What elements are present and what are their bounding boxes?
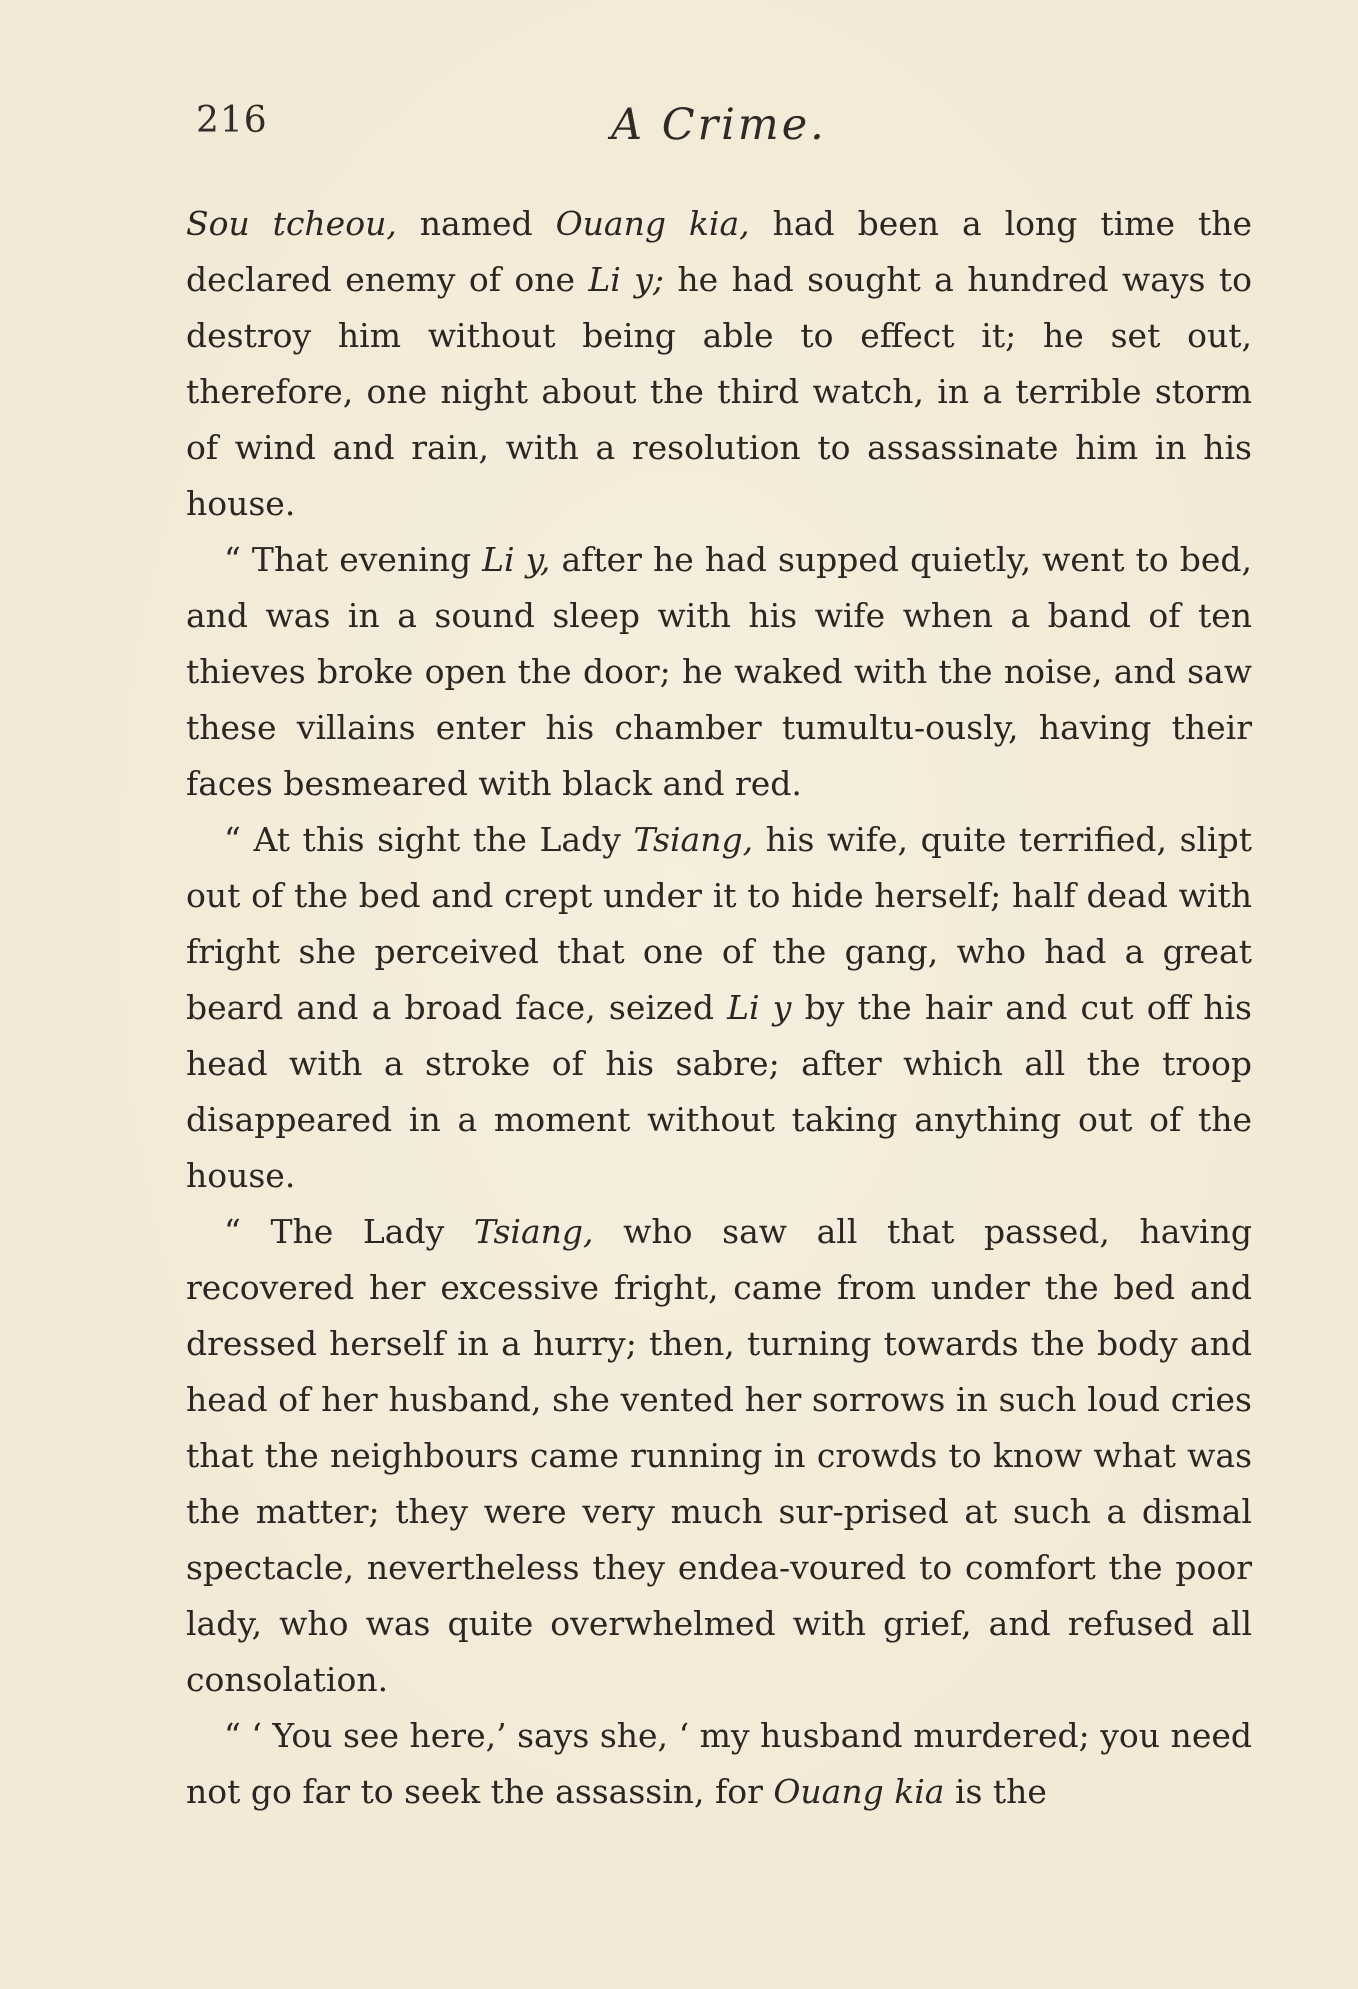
paragraph bbox=[186, 532, 1252, 812]
text-run: his wife, quite terrified, slipt out of the bed and crept under it to hide herself; half dead with fright she perceived that one of the gang, who had a great beard and a broad face, seized bbox=[186, 820, 1252, 1027]
italic-text: Ouang kia, bbox=[555, 204, 750, 243]
text-run: by the hair and cut off his head with a stroke of his sabre; after which all the troop disappeared in a moment without taking anything out of the house. bbox=[186, 988, 1252, 1195]
text-run: is the bbox=[944, 1772, 1047, 1811]
text-run: “ That evening bbox=[224, 540, 483, 579]
text-run: “ ‘ You see here,’ says she, ‘ my husband murdered; you need not go far to seek the assassin, for bbox=[186, 1716, 1252, 1811]
paragraph bbox=[186, 812, 1252, 1204]
page-number: 216 bbox=[196, 100, 268, 141]
text-run: “ The Lady bbox=[224, 1212, 474, 1251]
italic-text: Li y; bbox=[588, 260, 665, 299]
text-run: named bbox=[396, 204, 556, 243]
italic-text: Ouang kia bbox=[773, 1772, 945, 1811]
page-header bbox=[186, 100, 1252, 160]
text-run: had been a long time the declared enemy of one bbox=[186, 204, 1252, 299]
italic-text: Li y bbox=[727, 988, 792, 1027]
text-run: he had sought a hundred ways to destroy him without being able to effect it; he set out, therefore, one night about the third watch, in a terrible storm of wind and rain, with a resolution to assassinate him in his house. bbox=[186, 260, 1252, 523]
text-run: who saw all that passed, having recovered her excessive fright, came from under the bed and dressed herself in a hurry; then, turning towards the body and head of her husband, she vented her sorrows in such loud cries that the neighbours came running in crowds to know what was the matter; they were very much sur-prised at such a dismal spectacle, nevertheless they endea-voured to comfort the poor lady, who was quite overwhelmed with grief, and refused all consolation. bbox=[186, 1212, 1252, 1699]
italic-text: Tsiang, bbox=[633, 820, 754, 859]
paragraph bbox=[186, 1204, 1252, 1708]
paragraph bbox=[186, 196, 1252, 532]
italic-text: Li y, bbox=[482, 540, 551, 579]
text-run: after he had supped quietly, went to bed, and was in a sound sleep with his wife when a band of ten thieves broke open the door; he waked with the noise, and saw these villains enter his chamber tumultu-ously, having their faces besmeared with black and red. bbox=[186, 540, 1252, 803]
italic-text: Tsiang, bbox=[473, 1212, 594, 1251]
running-title: A Crime. bbox=[611, 100, 827, 150]
italic-text: Sou tcheou, bbox=[186, 204, 397, 243]
body-text bbox=[186, 196, 1252, 1820]
text-run: “ At this sight the Lady bbox=[224, 820, 634, 859]
paragraph bbox=[186, 1708, 1252, 1820]
